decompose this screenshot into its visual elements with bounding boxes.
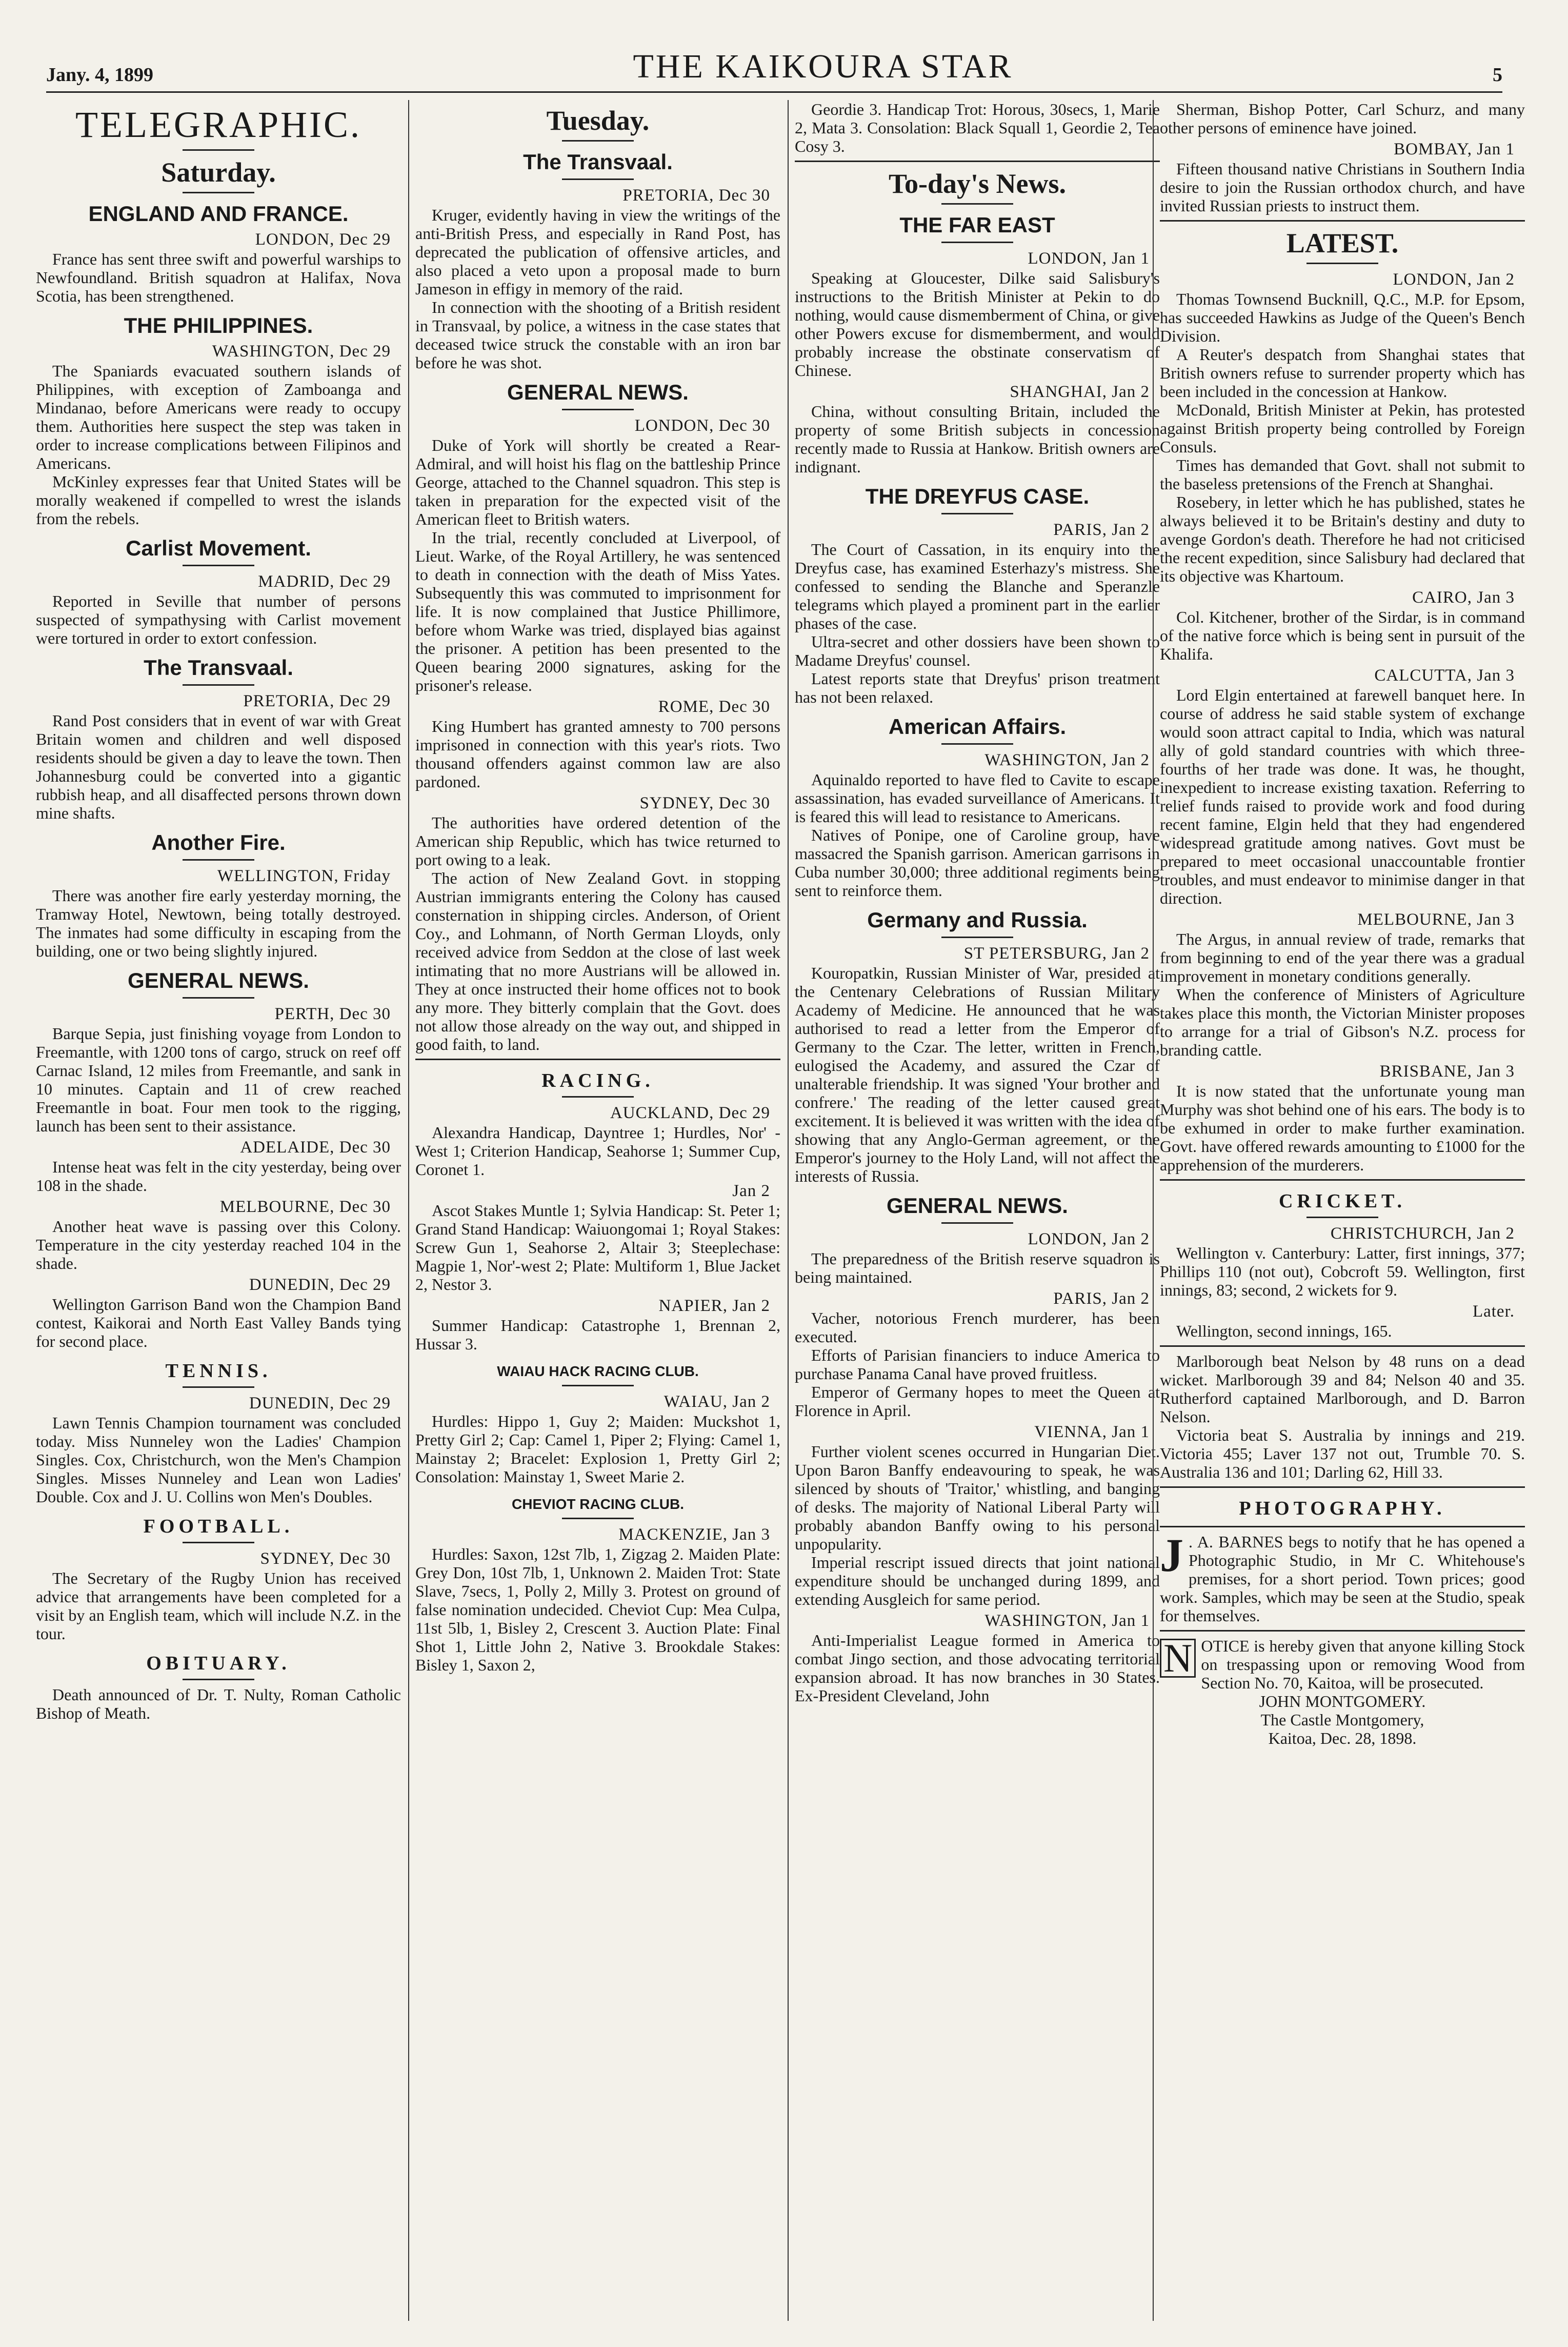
paragraph: A Reuter's despatch from Shanghai states that British owners refuse to surrender property which has been included in the concession at Hankow. — [1160, 345, 1525, 401]
short-rule — [183, 192, 254, 193]
dateline: WASHINGTON, Dec 29 — [212, 342, 391, 361]
dateline: LONDON, Jan 2 — [1393, 270, 1515, 289]
paragraph: Marlborough beat Nelson by 48 runs on a dead wicket. Marlborough 39 and 84; Nelson 40 and 35. Rutherford captained Marlborough, and D. Barron Nelson. — [1160, 1352, 1525, 1426]
short-rule — [183, 997, 254, 999]
section-heading: FOOTBALL. — [143, 1516, 294, 1537]
page-number: 5 — [1492, 64, 1502, 86]
article-headline: Germany and Russia. — [867, 908, 1088, 932]
column-1 — [36, 100, 401, 2326]
dateline: PARIS, Jan 2 — [1053, 1289, 1150, 1308]
dateline: BOMBAY, Jan 1 — [1394, 140, 1515, 158]
short-rule — [562, 1385, 634, 1386]
section-heading: TENNIS. — [165, 1360, 272, 1382]
paragraph: Latest reports state that Dreyfus' prison treatment has not been relaxed. — [795, 669, 1160, 706]
dateline: CALCUTTA, Jan 3 — [1374, 666, 1515, 685]
paragraph: Fifteen thousand native Christians in Southern India desire to join the Russian orthodox church, and have invited Russian priests to instruct them. — [1160, 160, 1525, 215]
paragraph: The preparedness of the British reserve squadron is being maintained. — [795, 1249, 1160, 1286]
short-rule — [941, 242, 1013, 243]
paragraph: Kouropatkin, Russian Minister of War, presided at the Centenary Celebrations of Russian Military Academy of Medicine. He announced that he was authorised to read a letter from the Emperor of Germany to the Czar. The letter, written in French, eulogised the Academy, and assured the Czar of unalterable friendship. It was signed 'Your brother and confrere.' The reading of the letter caused great excitement. It is believed it was written with the idea of showing that any Anglo-German agreement, or the Emperor's journey to the Holy Land, will not affect the interests of Russia. — [795, 964, 1160, 1185]
dateline: MADRID, Dec 29 — [258, 572, 391, 591]
section-title: TELEGRAPHIC. — [75, 104, 361, 145]
dateline: VIENNA, Jan 1 — [1034, 1423, 1150, 1441]
paragraph: Hurdles: Saxon, 12st 7lb, 1, Zigzag 2. Maiden Plate: Grey Don, 10st 7lb, 1, Unknown 2. Maiden Trot: State Slave, 7secs, 1, Polly 2, Milly 3. Protest on ground of false nomination undecided. Cheviot Cup: Mea Culpa, 11st 5lb, 1, Bisley 2, Crescent 3. Auction Plate: Final Shot 1, Little John 2, Native 3. Brookdale Stakes: Bisley 1, Saxon 2, — [415, 1545, 780, 1674]
dateline: LONDON, Dec 29 — [255, 230, 391, 249]
column-4 — [1160, 100, 1525, 2326]
paragraph: Rosebery, in letter which he has published, states he always believed it to be Britain's destiny and duty to avenge Gordon's death. Therefore he had not criticised the recent expedition, since Salisbury had declared that its objective was Khartoum. — [1160, 493, 1525, 585]
signature-line: The Castle Montgomery, — [1260, 1710, 1424, 1729]
paragraph: Further violent scenes occurred in Hungarian Diet. Upon Baron Banffy endeavouring to speak, he was silenced by shouts of 'Traitor,' whistling, and banging of desks. The majority of National Liberal Party will probably abandon Banffy owing to his personal unpopularity. — [795, 1442, 1160, 1553]
paragraph: Efforts of Parisian financiers to induce America to purchase Panama Canal have proved fruitless. — [795, 1346, 1160, 1383]
paragraph: Rand Post considers that in event of war with Great Britain women and children and well disposed residents should be given a day to leave the town. Then Johannesburg could be converted into a gigantic rubbish heap, and all disaffected persons thrown down mine shafts. — [36, 711, 401, 822]
dateline: MACKENZIE, Jan 3 — [618, 1525, 770, 1544]
paragraph: The Secretary of the Rugby Union has received advice that arrangements have been completed for a visit by an English team, which will include N.Z. in the tour. — [36, 1569, 401, 1643]
column-divider — [1153, 100, 1154, 2321]
dateline: PARIS, Jan 2 — [1053, 521, 1150, 539]
short-rule — [1306, 263, 1378, 264]
paragraph: Another heat wave is passing over this Colony. Temperature in the city yesterday reached 104 in the shade. — [36, 1217, 401, 1272]
day-heading: To-day's News. — [888, 168, 1067, 199]
notice-text: . A. BARNES begs to notify that he has opened a Photographic Studio, in Mr C. Whitehouse's premises, for a short period. Town prices; good work. Samples, which may be seen at the Studio, speak for themselves. — [1160, 1533, 1525, 1625]
section-rule — [795, 161, 1160, 162]
paragraph: Duke of York will shortly be created a Rear-Admiral, and will hoist his flag on the battleship Prince George, attached to the Channel squadron. This step is taken in preparation for the expected visit of the American fleet to British waters. — [415, 436, 780, 528]
paragraph: Barque Sepia, just finishing voyage from London to Freemantle, with 1200 tons of cargo, struck on reef off Carnac Island, 12 miles from Freemantle, and sank in 10 minutes. Captain and 11 of crew reached Freemantle in boat. Four men took to the rigging, launch has been sent to their assistance. — [36, 1024, 401, 1135]
paragraph: Imperial rescript issued directs that joint national expenditure should be unchanged during 1899, and extending Ausgleich for same period. — [795, 1553, 1160, 1608]
article-headline: Another Fire. — [151, 830, 286, 854]
notice-text: OTICE is hereby given that anyone killing Stock on trespassing upon or removing Wood from Section No. 70, Kaitoa, will be prosecuted. — [1201, 1637, 1525, 1692]
section-rule — [1160, 1526, 1525, 1527]
dateline: LONDON, Jan 1 — [1028, 249, 1150, 268]
advertisement-notice — [1160, 1529, 1525, 1625]
dateline: SYDNEY, Dec 30 — [260, 1549, 391, 1568]
paragraph: Geordie 3. Handicap Trot: Horous, 30secs, 1, Marie 2, Mata 3. Consolation: Black Squall 1, Geordie 2, Tea Cosy 3. — [795, 100, 1160, 155]
paragraph: Wellington, second innings, 165. — [1176, 1322, 1392, 1340]
dateline: DUNEDIN, Dec 29 — [249, 1276, 391, 1294]
article-headline: THE FAR EAST — [899, 213, 1055, 237]
paragraph: Anti-Imperialist League formed in America to combat Jingo section, and those advocating territorial expansion abroad. It has now branches in 30 States. Ex-President Cleveland, John — [795, 1631, 1160, 1705]
dateline: WASHINGTON, Jan 1 — [984, 1612, 1150, 1630]
section-heading: OBITUARY. — [146, 1653, 291, 1674]
column-3 — [795, 100, 1160, 2326]
short-rule — [183, 684, 254, 686]
paragraph: The action of New Zealand Govt. in stopping Austrian immigrants entering the Colony has caused consternation in shipping circles. Anderson, of Orient Coy., and Lohmann, of North German Lloyds, only received advice from Seddon at the close of last week intimating that no more Austrians will be allowed in. They at once instructed their home offices not to book any more. They bitterly complain that the Govt. does not allow those already on the way out, and shipped in good faith, to land. — [415, 869, 780, 1053]
dateline: SYDNEY, Dec 30 — [639, 794, 770, 812]
paragraph: Death announced of Dr. T. Nulty, Roman Catholic Bishop of Meath. — [36, 1685, 401, 1722]
signature-line: Kaitoa, Dec. 28, 1898. — [1268, 1729, 1417, 1747]
section-rule — [1160, 1486, 1525, 1488]
paragraph: The Court of Cassation, in its enquiry into the Dreyfus case, has examined Esterhazy's mistress. She confessed to sending the Blanche and Speranzle telegrams which played a prominent part in the earlier phases of the case. — [795, 540, 1160, 632]
paragraph: Victoria beat S. Australia by innings and 219. Victoria 455; Laver 137 not out, Trumble 70. S. Australia 136 and 101; Darling 62, Hill 33. — [1160, 1426, 1525, 1481]
newspaper-title: THE KAIKOURA STAR — [633, 48, 1013, 85]
paragraph: Wellington Garrison Band won the Champion Band contest, Kaikorai and North East Valley Bands tying for second place. — [36, 1295, 401, 1350]
section-rule — [1160, 1179, 1525, 1181]
paragraph: Col. Kitchener, brother of the Sirdar, is in command of the native force which is being sent in pursuit of the Khalifa. — [1160, 608, 1525, 663]
short-rule — [183, 149, 254, 151]
short-rule — [562, 409, 634, 410]
paragraph: McKinley expresses fear that United States will be morally weakened if compelled to wrest the islands from the rebels. — [36, 472, 401, 528]
paragraph: Thomas Townsend Bucknill, Q.C., M.P. for Epsom, has succeeded Hawkins as Judge of the Queen's Bench Division. — [1160, 290, 1525, 345]
club-heading: CHEVIOT RACING CLUB. — [512, 1496, 684, 1512]
day-heading: Saturday. — [161, 157, 276, 188]
dateline: BRISBANE, Jan 3 — [1379, 1062, 1515, 1081]
dateline: CAIRO, Jan 3 — [1412, 588, 1515, 607]
paragraph: Ascot Stakes Muntle 1; Sylvia Handicap: St. Peter 1; Grand Stand Handicap: Waiuongomai 1; Royal Stakes: Screw Gun 1, Seahorse 2, Altair 3; Steeplechase: Magpie 1, Nor'-west 2; Plate: Multiform 1, Blue Jacket 2, Nestor 3. — [415, 1201, 780, 1294]
paragraph: In connection with the shooting of a British resident in Transvaal, by police, a witness in the case states that deceased twice struck the constable with an iron bar before he was shot. — [415, 298, 780, 372]
column-2 — [415, 100, 780, 2326]
article-headline: GENERAL NEWS. — [128, 968, 309, 992]
short-rule — [562, 1096, 634, 1098]
dateline: SHANGHAI, Jan 2 — [1010, 383, 1150, 401]
short-rule — [183, 859, 254, 861]
paragraph: It is now stated that the unfortunate young man Murphy was shot behind one of his ears. The body is to be exhumed in order to make further examination. Govt. have offered rewards amounting to £1000 for the apprehension of the murderers. — [1160, 1082, 1525, 1174]
short-rule — [941, 937, 1013, 938]
paragraph: Vacher, notorious French murderer, has been executed. — [795, 1309, 1160, 1346]
article-headline: GENERAL NEWS. — [887, 1194, 1068, 1218]
dateline: CHRISTCHURCH, Jan 2 — [1330, 1224, 1515, 1243]
dateline: LONDON, Dec 30 — [634, 416, 770, 435]
dateline: MELBOURNE, Dec 30 — [219, 1198, 391, 1216]
article-headline: American Affairs. — [888, 714, 1067, 739]
paragraph: King Humbert has granted amnesty to 700 persons imprisoned in connection with this year's riots. Two thousand offenders against common law are also pardoned. — [415, 717, 780, 791]
paragraph: Lord Elgin entertained at farewell banquet here. In course of address he said stable system of exchange would soon attract capital to India, which was natural ally of gold standard countries with which three-fourths of her trade was done. It was, he thought, inexpedient to increase existing taxation. Referring to relief funds raised to provide work and food during recent famine, Elgin held that they had engendered widespread gratitude among natives. Govt must be prepared to meet occasional unaccountable frontier troubles, and must endeavor to minimise danger in that direction. — [1160, 686, 1525, 907]
short-rule — [562, 178, 634, 180]
dateline: ROME, Dec 30 — [658, 698, 770, 716]
short-rule — [183, 565, 254, 566]
paragraph: Alexandra Handicap, Dayntree 1; Hurdles, Nor' - West 1; Criterion Handicap, Seahorse 1; Summer Cup, Coronet 1. — [415, 1123, 780, 1179]
paragraph: There was another fire early yesterday morning, the Tramway Hotel, Newtown, being totally destroyed. The inmates had some difficulty in escaping from the building, one or two being slightly injured. — [36, 886, 401, 960]
paragraph: Times has demanded that Govt. shall not submit to the baseless pretensions of the French at Shanghai. — [1160, 456, 1525, 493]
paragraph: Sherman, Bishop Potter, Carl Schurz, and many other persons of eminence have joined. — [1160, 100, 1525, 137]
paragraph: Aquinaldo reported to have fled to Cavite to escape assassination, has evaded surveillance of Americans. It is feared this will lead to resistance to Americans. — [795, 770, 1160, 826]
dateline: MELBOURNE, Jan 3 — [1357, 910, 1515, 929]
column-divider — [408, 100, 409, 2321]
short-rule — [562, 1518, 634, 1519]
short-rule — [1306, 1217, 1378, 1218]
paragraph: Reported in Seville that number of persons suspected of sympathysing with Carlist movement were tortured in order to extort confession. — [36, 592, 401, 647]
short-rule — [183, 1679, 254, 1680]
section-rule — [1160, 1630, 1525, 1632]
dateline: ST PETERSBURG, Jan 2 — [963, 944, 1150, 963]
paragraph: Lawn Tennis Champion tournament was concluded today. Miss Nunneley won the Ladies' Champion Singles. Cox, Christchurch, won the Men's Champion Singles. Misses Nunneley and Lean won Ladies' Double. Cox and J. U. Collins won Men's Doubles. — [36, 1414, 401, 1506]
article-headline: THE DREYFUS CASE. — [865, 484, 1090, 508]
section-rule — [415, 1059, 780, 1060]
drop-cap: N — [1160, 1639, 1196, 1678]
dateline: PERTH, Dec 30 — [274, 1005, 391, 1023]
column-divider — [788, 100, 789, 2321]
paragraph: Speaking at Gloucester, Dilke said Salisbury's instructions to the British Minister at Pekin to do nothing, would cause dismemberment of China, or give other Powers excuse for dismemberment, and would probably increase the obstinate conservatism of Chinese. — [795, 269, 1160, 380]
short-rule — [941, 743, 1013, 745]
section-heading: RACING. — [541, 1070, 654, 1091]
masthead — [46, 45, 1502, 86]
section-rule — [1160, 220, 1525, 222]
paragraph: The authorities have ordered detention of the American ship Republic, which has twice returned to port owing to a leak. — [415, 813, 780, 869]
dateline: Jan 2 — [732, 1182, 770, 1200]
dateline: PRETORIA, Dec 29 — [243, 692, 391, 710]
short-rule — [941, 203, 1013, 205]
section-rule — [1160, 1345, 1525, 1347]
paragraph: Ultra-secret and other dossiers have been shown to Madame Dreyfus' counsel. — [795, 632, 1160, 669]
dateline: WELLINGTON, Friday — [217, 867, 391, 885]
drop-cap: J — [1160, 1529, 1183, 1581]
article-headline: THE PHILIPPINES. — [124, 313, 313, 337]
paragraph: Wellington v. Canterbury: Latter, first innings, 377; Phillips 110 (not out), Cobcroft 59. Wellington, first innings, 83; second, 2 wickets for 9. — [1160, 1244, 1525, 1299]
paragraph: Emperor of Germany hopes to meet the Queen at Florence in April. — [795, 1383, 1160, 1420]
day-heading: LATEST. — [1286, 228, 1399, 258]
short-rule — [183, 1386, 254, 1388]
section-heading: CRICKET. — [1278, 1190, 1406, 1212]
section-heading: PHOTOGRAPHY. — [1239, 1498, 1446, 1519]
dateline: ADELAIDE, Dec 30 — [240, 1138, 391, 1157]
article-headline: The Transvaal. — [144, 655, 293, 680]
club-heading: WAIAU HACK RACING CLUB. — [497, 1363, 699, 1379]
paragraph: China, without consulting Britain, included the property of some British subjects in concession recently made to Russia at Hankow. British owners are indignant. — [795, 402, 1160, 476]
paragraph: Hurdles: Hippo 1, Guy 2; Maiden: Muckshot 1, Pretty Girl 2; Cap: Camel 1, Piper 2; Flying: Camel 1, Mainstay 2; Bracelet: Explosion 1, Pretty Girl 2; Consolation: Mainstay 1, Sweet Marie 2. — [415, 1412, 780, 1486]
advertisement-notice — [1160, 1637, 1525, 1692]
signature-line: JOHN MONTGOMERY. — [1259, 1692, 1426, 1710]
dateline: WASHINGTON, Jan 2 — [984, 751, 1150, 769]
paragraph: Kruger, evidently having in view the writings of the anti-British Press, and especially in Rand Post, has deprecated the publication of offensive articles, and also placed a veto upon a proposal made to burn Jameson in effigy in memory of the raid. — [415, 206, 780, 298]
dateline: Later. — [1472, 1302, 1515, 1321]
article-headline: Carlist Movement. — [126, 536, 311, 560]
issue-date: Jany. 4, 1899 — [46, 64, 154, 86]
dateline: WAIAU, Jan 2 — [664, 1393, 770, 1411]
paragraph: In the trial, recently concluded at Liverpool, of Lieut. Warke, of the Royal Artillery, he was sentenced to death in connection with the death of Miss Yates. Subsequently this was commuted to imprisonment for life. It is now complained that Justice Phillimore, before whom Warke was tried, displayed bias against the prisoner. A petition has been presented to the Queen bearing 2000 signatures, asking for the prisoner's release. — [415, 528, 780, 694]
paragraph: Intense heat was felt in the city yesterday, being over 108 in the shade. — [36, 1158, 401, 1195]
article-headline: ENGLAND AND FRANCE. — [88, 202, 349, 226]
dateline: AUCKLAND, Dec 29 — [610, 1104, 770, 1122]
dateline: LONDON, Jan 2 — [1028, 1230, 1150, 1248]
paragraph: When the conference of Ministers of Agriculture takes place this month, the Victorian Minister proposes to arrange for a trial of Gibson's N.Z. process for branding cattle. — [1160, 985, 1525, 1059]
short-rule — [562, 140, 634, 142]
day-heading: Tuesday. — [546, 105, 650, 136]
paragraph: France has sent three swift and powerful warships to Newfoundland. British squadron at Halifax, Nova Scotia, has been strengthened. — [36, 250, 401, 305]
article-headline: The Transvaal. — [523, 150, 673, 174]
paragraph: McDonald, British Minister at Pekin, has protested against British property being controlled by Foreign Consuls. — [1160, 401, 1525, 456]
short-rule — [941, 513, 1013, 514]
dateline: PRETORIA, Dec 30 — [622, 186, 770, 205]
short-rule — [941, 1222, 1013, 1224]
paragraph: The Argus, in annual review of trade, remarks that from beginning to end of the year there was a gradual improvement in monetary conditions generally. — [1160, 930, 1525, 985]
dateline: NAPIER, Jan 2 — [658, 1297, 770, 1315]
paragraph: The Spaniards evacuated southern islands of Philippines, with exception of Zamboanga and Mindanao, before Americans were ready to occupy them. Authorities here suspect the step was taken in order to increase complications between Filipinos and Americans. — [36, 362, 401, 472]
short-rule — [183, 1542, 254, 1543]
paragraph: Natives of Ponipe, one of Caroline group, have massacred the Spanish garrison. American garrisons in Cuba number 30,000; three additional regiments being sent to reinforce them. — [795, 826, 1160, 900]
masthead-rule — [46, 91, 1502, 93]
article-headline: GENERAL NEWS. — [507, 380, 689, 404]
dateline: DUNEDIN, Dec 29 — [249, 1394, 391, 1413]
paragraph: Summer Handicap: Catastrophe 1, Brennan 2, Hussar 3. — [415, 1316, 780, 1353]
